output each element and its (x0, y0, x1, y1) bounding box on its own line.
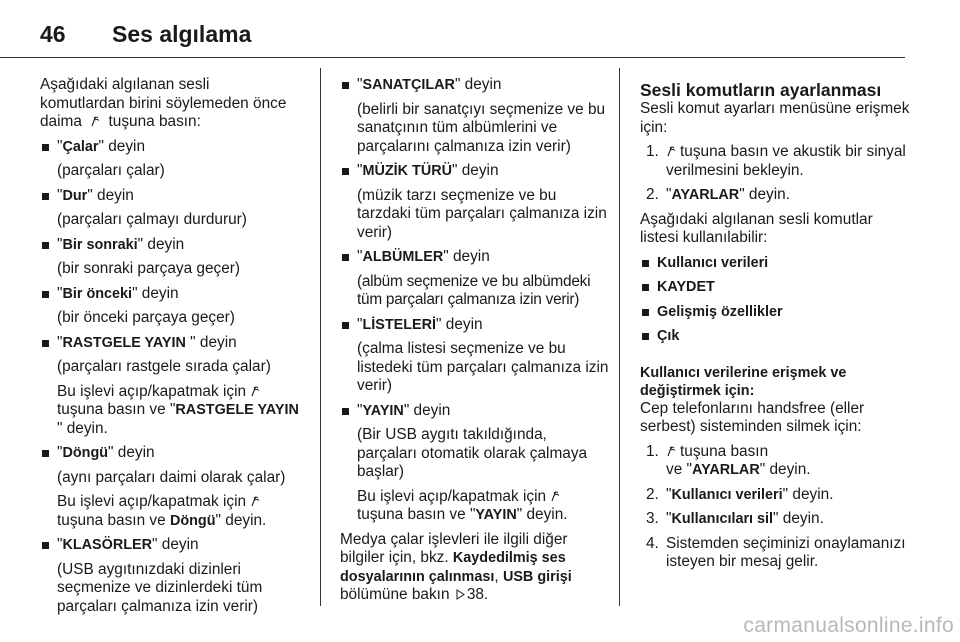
voice-talk-icon (550, 490, 560, 502)
list-item: "ALBÜMLER" deyin (340, 248, 610, 267)
section-intro: Sesli komut ayarları menüsüne erişmek için: (640, 100, 910, 136)
item-extra: Bu işlevi açıp/kapatmak için tuşuna basın ve "YAYIN" deyin. (357, 487, 568, 523)
item-extra: Bu işlevi açıp/kapatmak için tuşuna basın ve Döngü" deyin. (57, 493, 267, 529)
list-intro: Aşağıdaki algılanan sesli komutlar listesi kullanılabilir: (640, 210, 873, 246)
option-item: KAYDET (640, 278, 910, 297)
item-description: (belirli bir sanatçıyı seçmenize ve bu sanatçının tüm albümlerini ve parçalarını çalmanıza izin verir) (357, 100, 606, 155)
item-description: (Bir USB aygıtı takıldığında, parçaları otomatik olarak çalmaya başlar) (357, 426, 588, 480)
voice-talk-icon (250, 385, 260, 397)
item-description: (albüm seçmenize ve bu albümdeki tüm parçaları çalmanıza izin verir) (357, 272, 591, 308)
list-item: "Bir önceki" deyin (40, 285, 308, 304)
section-title: Sesli komutların ayarlanması (640, 80, 882, 100)
list-item: "RASTGELE YAYIN " deyin (40, 334, 308, 353)
page-title: Ses algılama (112, 20, 252, 47)
sub-intro: Cep telefonlarını handsfree (eller serbest) sisteminden silmek için: (640, 399, 865, 435)
intro-paragraph: Aşağıdaki algılanan sesli komutlardan birini söylemeden önce daima tuşuna basın: (40, 76, 287, 130)
column-divider (619, 68, 620, 606)
column-2 (340, 76, 610, 610)
item-description: (çalma listesi seçmenize ve bu listedeki tüm parçaları çalmanıza izin verir) (357, 340, 609, 394)
footer-paragraph: Medya çalar işlevleri ile ilgili diğer bilgiler için, bkz. Kaydedilmiş ses dosyalarının çalınması, USB girişi bölümüne bakın 38. (340, 530, 572, 603)
option-item: Gelişmiş özellikler (640, 303, 910, 322)
link-recorded-audio: Kaydedilmiş ses dosyalarının çalınması (340, 550, 566, 585)
option-item: Çık (640, 327, 910, 346)
list-item: "LİSTELERİ" deyin (340, 316, 610, 335)
item-description: (parçaları çalar) (57, 162, 165, 179)
list-item: "Döngü" deyin (40, 444, 308, 463)
item-description: (aynı parçaları daimi olarak çalar) (57, 468, 286, 486)
list-item: "YAYIN" deyin (340, 402, 610, 421)
voice-talk-icon (90, 115, 100, 127)
item-description: (bir sonraki parçaya geçer) (57, 260, 241, 277)
item-extra: Bu işlevi açıp/kapatmak için tuşuna basın ve "RASTGELE YAYIN " deyin. (57, 382, 299, 437)
page-reference-triangle-icon (456, 589, 465, 600)
link-usb-input: USB girişi (502, 568, 572, 585)
option-item: Kullanıcı verileri (640, 254, 910, 273)
header-divider (0, 57, 905, 58)
item-description: (USB aygıtınızdaki dizinleri seçmenize ve dizinlerdeki tüm parçaları çalmanıza izin verir) (57, 560, 263, 615)
list-item: "MÜZİK TÜRÜ" deyin (340, 162, 610, 181)
column-1 (40, 76, 308, 616)
list-item: "SANATÇILAR" deyin (340, 76, 610, 95)
list-item: "Bir sonraki" deyin (40, 236, 308, 255)
voice-talk-icon (666, 145, 676, 157)
step-item: 1. tuşuna basın ve akustik bir sinyal verilmesini bekleyin. (646, 143, 906, 179)
item-description: (bir önceki parçaya geçer) (57, 309, 235, 326)
item-description: (parçaları çalmayı durdurur) (57, 211, 247, 228)
voice-talk-icon (666, 445, 676, 457)
step-item: 4. Sistemden seçiminizi onaylamanızı isteyen bir mesaj gelir. (646, 534, 906, 570)
page-header (40, 16, 251, 52)
step-item: 3. "Kullanıcıları sil" deyin. (646, 510, 824, 527)
list-item: "Çalar" deyin (40, 138, 308, 157)
item-description: (müzik tarzı seçmenize ve bu tarzdaki tüm parçaları çalmanıza izin verir) (357, 186, 607, 241)
page-number: 46 (40, 20, 66, 47)
column-divider (320, 68, 321, 606)
watermark: carmanualsonline.info (743, 614, 954, 637)
subheading: Kullanıcı verilerine erişmek ve değiştirmek için: (640, 364, 847, 399)
step-item: 2. "Kullanıcı verileri" deyin. (646, 485, 834, 503)
step-item: 1. tuşuna basın ve "AYARLAR" deyin. (646, 442, 811, 478)
list-item: "Dur" deyin (40, 187, 308, 206)
column-3 (640, 80, 910, 572)
voice-talk-icon (250, 495, 260, 507)
step-item: 2. "AYARLAR" deyin. (646, 186, 790, 203)
item-description: (parçaları rastgele sırada çalar) (57, 358, 271, 375)
list-item: "KLASÖRLER" deyin (40, 536, 308, 555)
